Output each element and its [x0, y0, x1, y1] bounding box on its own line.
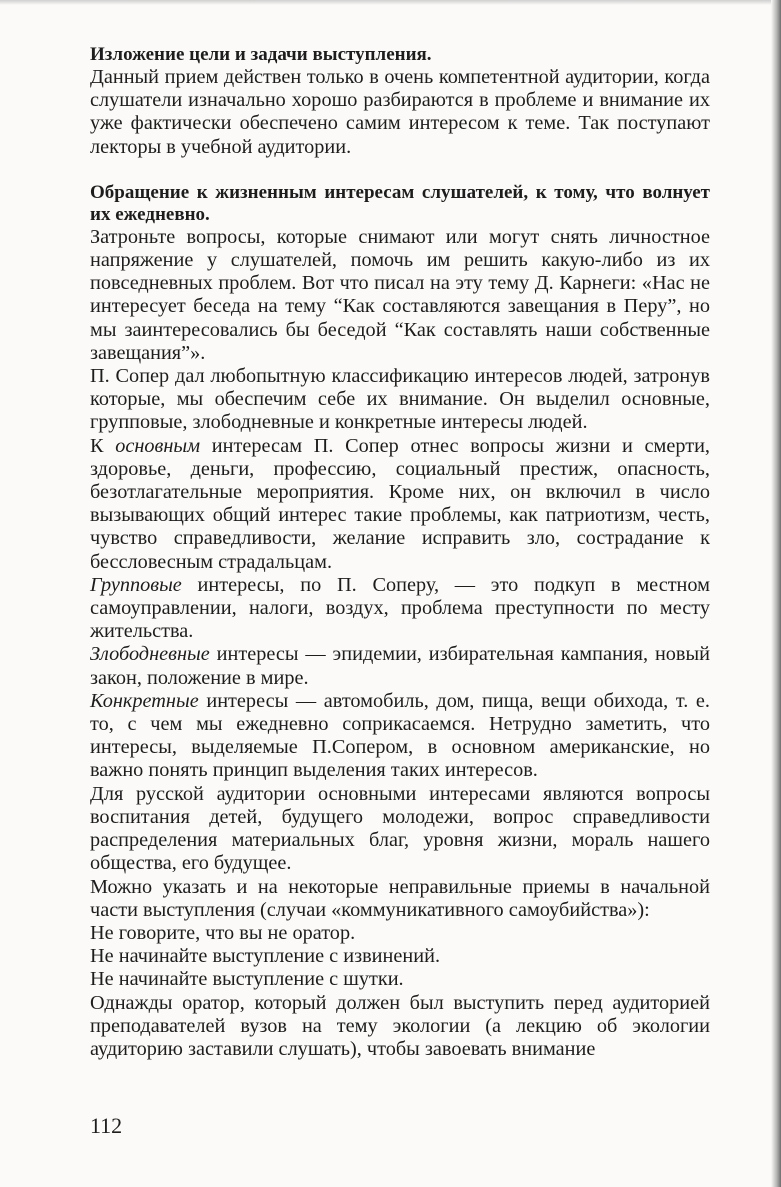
- italic-term: Злободневные: [90, 643, 210, 666]
- heading-goal: Изложение цели и задачи выступления.: [90, 44, 432, 65]
- paragraph: Для русской аудитории основными интересами являются вопросы воспитания детей, будущего молодежи, вопрос справедливости распределения материальных благ, уровня жизни, мораль нашего общества, его будущее.: [90, 782, 710, 875]
- list-item: Не начинайте выступление с извинений.: [90, 945, 441, 968]
- list-item: Не говорите, что вы не оратор.: [90, 921, 356, 944]
- text: интересы — эпидемии, избирательная кампания, новый закон, положение в мире.: [90, 643, 710, 689]
- italic-term: Конкретные: [90, 689, 199, 712]
- paragraph-text: Данный прием действен только в очень компетентной аудитории, когда слушатели изначально хорошо разбираются в проблеме и внимание их уже фактически обеспечено самим интересом к теме. Так поступают лекторы в учебной аудитории.: [90, 66, 710, 158]
- paragraph: П. Сопер дал любопытную классификацию интересов людей, затронув которые, мы обеспечим себе их внимание. Он выделил основные, групповые, злободневные и конкретные интересы людей.: [90, 365, 710, 434]
- paragraph: Затроньте вопросы, которые снимают или могут снять личностное напряжение у слушателей, помочь им решить какую-либо из их повседневных проблем. Вот что писал на эту тему Д. Карнеги: «Нас не интересует беседа на тему “Как составляются завещания в Перу”, но мы заинтересовались бы беседой “Как составлять наши собственные завещания”».: [90, 225, 710, 364]
- text: интересы, по П. Соперу, — это подкуп в местном самоуправлении, налоги, воздух, проблема преступности по месту жительства.: [90, 573, 710, 643]
- page-number: 112: [90, 1113, 123, 1138]
- text: интересам П. Сопер отнес вопросы жизни и смерти, здоровье, деньги, профессию, социальный престиж, опасность, безотлагательные мероприятия. Кроме них, он включил в число вызывающих общий интерес такие проблемы, как патриотизм, честь, чувство справедливости, желание исправить зло, сострадание к бессловесным страдальцам.: [90, 434, 710, 573]
- book-spine-shadow: [771, 0, 781, 1187]
- spacer: [90, 159, 710, 182]
- paragraph: [90, 435, 710, 574]
- paragraph: Можно указать и на некоторые неправильные приемы в начальной части выступления (случаи «коммуникативного самоубийства»):: [90, 875, 710, 921]
- paragraph: [90, 690, 710, 783]
- paragraph: [90, 66, 710, 159]
- italic-term: основным: [115, 434, 201, 457]
- list-item: Не начинайте выступление с шутки.: [90, 968, 404, 991]
- paragraph: Однажды оратор, который должен был выступить перед аудиторией преподавателей вузов на тему экологии (а лекцию об экологии аудиторию заставили слушать), чтобы завоевать внимание: [90, 991, 710, 1060]
- text: интересы — автомобиль, дом, пища, вещи обихода, т. е. то, с чем мы ежедневно соприкасаемся. Нетрудно заметить, что интересы, выделяемые П.Сопером, в основном американские, но важно понять принцип выделения таких интересов.: [90, 689, 710, 782]
- paragraph: [90, 574, 710, 644]
- heading-interests: Обращение к жизненным интересам слушателей, к тому, что волнует их ежедневно.: [90, 181, 710, 225]
- page-top-shadow: [0, 0, 781, 5]
- text: К: [90, 434, 116, 457]
- page-body: [90, 44, 710, 1061]
- italic-term: Групповые: [90, 573, 182, 596]
- paragraph: [90, 643, 710, 689]
